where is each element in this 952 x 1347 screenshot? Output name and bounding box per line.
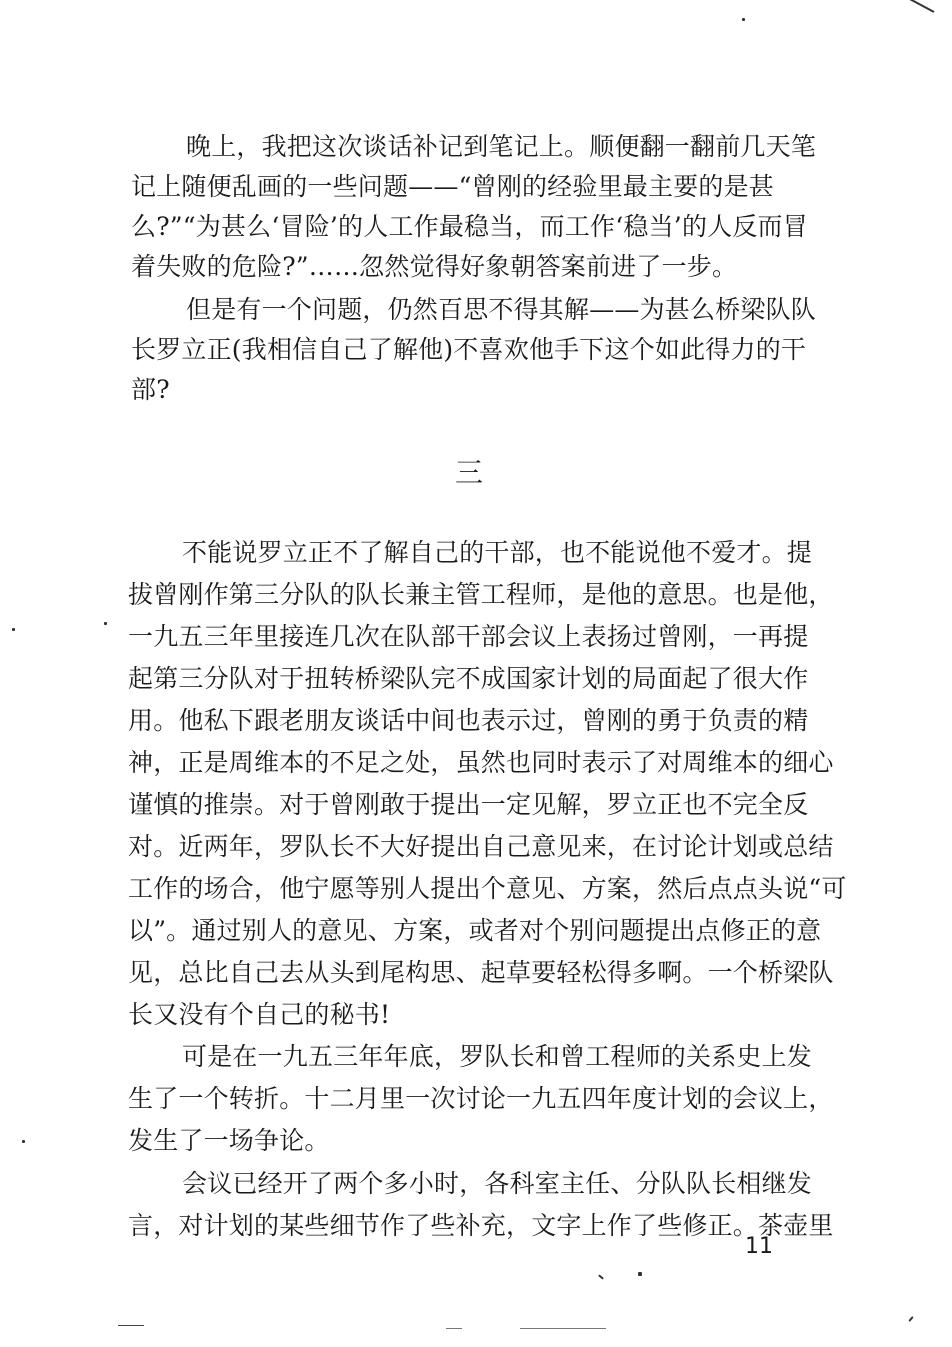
text-line: 对。近两年，罗队长不大好提出自己意见来，在讨论计划或总结 xyxy=(128,832,834,861)
text-line: 起第三分队对于扭转桥梁队完不成国家计划的局面起了很大作 xyxy=(128,664,809,693)
text-line: 用。他私下跟老朋友谈话中间也表示过，曾刚的勇于负责的精 xyxy=(128,706,809,735)
scan-speck xyxy=(12,628,15,631)
text-line: 部? xyxy=(131,375,170,404)
scan-mark xyxy=(520,1328,606,1329)
scan-mark xyxy=(118,1325,144,1326)
scan-mark xyxy=(446,1328,462,1329)
text-line: 谨慎的推崇。对于曾刚敢于提出一定见解，罗立正也不完全反 xyxy=(128,790,809,819)
page-number: 11 xyxy=(745,1234,773,1259)
text-line: 但是有一个问题，仍然百思不得其解——为甚么桥梁队队 xyxy=(186,295,817,324)
scan-speck xyxy=(742,18,745,21)
text-line: 会议已经开了两个多小时，各科室主任、分队队长相继发 xyxy=(182,1169,813,1198)
text-line: 发生了一场争论。 xyxy=(128,1126,330,1155)
text-line: 拔曾刚作第三分队的队长兼主管工程师，是他的意思。也是他， xyxy=(128,580,834,609)
text-line: 晚上，我把这次谈话补记到笔记上。顺便翻一翻前几天笔 xyxy=(186,132,817,161)
text-line: 长罗立正(我相信自己了解他)不喜欢他手下这个如此得力的干 xyxy=(131,335,807,364)
section-title: 三 xyxy=(455,456,484,489)
scan-speck xyxy=(22,1140,25,1143)
scan-speck xyxy=(638,1272,642,1276)
scan-speck xyxy=(598,1274,604,1279)
text-line: 记上随便乱画的一些问题——“曾刚的经验里最主要的是甚 xyxy=(131,172,774,201)
text-line: 着失败的危险?”……忽然觉得好象朝答案前进了一步。 xyxy=(131,252,738,281)
scan-speck xyxy=(104,622,107,625)
text-line: 言，对计划的某些细节作了些补充，文字上作了些修正。茶壶里 xyxy=(128,1211,834,1240)
text-line: 生了一个转折。十二月里一次讨论一九五四年度计划的会议上， xyxy=(128,1084,834,1113)
text-line: 神，正是周维本的不足之处，虽然也同时表示了对周维本的细心 xyxy=(128,748,834,777)
text-line: 么?”“为甚么‘冒险’的人工作最稳当，而工作‘稳当’的人反而冒 xyxy=(131,212,808,241)
scan-speck xyxy=(907,0,934,13)
text-line: 可是在一九五三年年底，罗队长和曾工程师的关系史上发 xyxy=(182,1042,813,1071)
text-line: 长又没有个自己的秘书! xyxy=(128,1000,391,1029)
text-line: 工作的场合，他宁愿等别人提出个意见、方案，然后点点头说“可 xyxy=(128,874,847,903)
scan-speck xyxy=(908,1316,913,1322)
text-line: 以”。通过别人的意见、方案，或者对个别问题提出点修正的意 xyxy=(128,916,822,945)
text-line: 见，总比自己去从头到尾构思、起草要轻松得多啊。一个桥梁队 xyxy=(128,958,834,987)
text-line: 不能说罗立正不了解自己的干部，也不能说他不爱才。提 xyxy=(182,538,813,567)
text-line: 一九五三年里接连几次在队部干部会议上表扬过曾刚，一再提 xyxy=(128,622,809,651)
